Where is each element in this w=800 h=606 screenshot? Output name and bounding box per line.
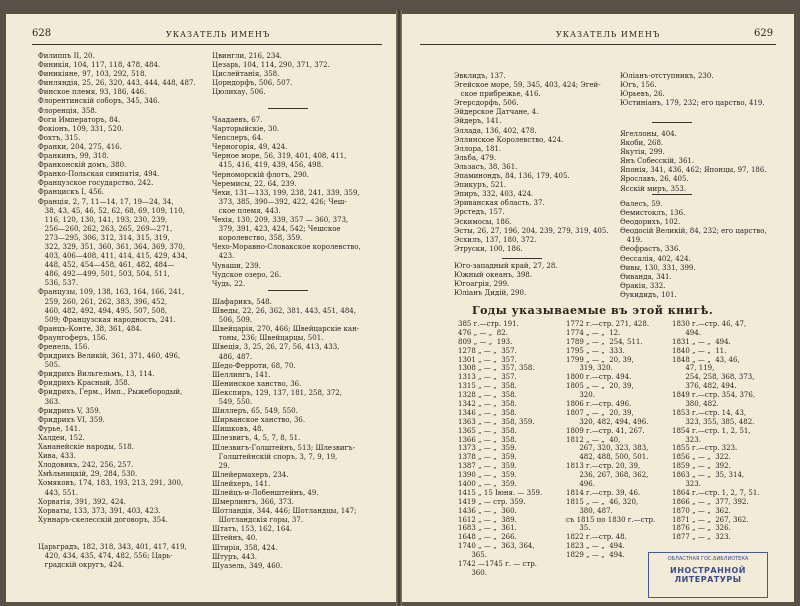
index-entry: Ширванское ханство, 36. bbox=[212, 416, 306, 425]
index-entry: Франконскій домъ, 380. bbox=[38, 161, 127, 170]
index-entry: 1648 „ — „ 266. bbox=[458, 533, 517, 542]
index-entry: Шотландія, 344, 446; Шотландцы, 147; bbox=[212, 507, 357, 516]
index-entry: 549, 550. bbox=[212, 398, 253, 407]
header-rule bbox=[32, 44, 382, 45]
index-entry: 1800 г.—стр. 494. bbox=[566, 373, 632, 382]
index-entry: 320. bbox=[566, 391, 595, 400]
index-entry: Хорватія, 391, 392, 424. bbox=[38, 497, 126, 506]
index-entry: 273—295, 306, 312, 314, 315, 319, bbox=[38, 233, 170, 242]
index-entry: 385 г.—стр. 191. bbox=[458, 320, 519, 328]
left-page bbox=[6, 14, 396, 602]
index-entry: градскій округъ, 424. bbox=[38, 561, 125, 570]
index-entry: 1871 „ — „ 267, 362. bbox=[672, 515, 749, 524]
index-entry: Югоагрія, 299. bbox=[454, 280, 510, 289]
index-entry: Ягеллоны, 404. bbox=[620, 130, 677, 138]
index-entry: Шиллеръ, 65, 549, 550. bbox=[212, 407, 298, 416]
index-entry: Франкинъ, 99, 318. bbox=[38, 152, 109, 161]
index-entry: Этруски, 100, 186. bbox=[454, 244, 523, 253]
index-entry: 1829 „ — „ 494. bbox=[566, 551, 625, 560]
index-entry: 403, 406—408, 411, 414, 415, 429, 434, bbox=[38, 252, 188, 261]
index-column-ts bbox=[212, 52, 330, 97]
index-entry: Филиппъ II, 20. bbox=[38, 52, 95, 60]
index-entry: Ѳеодорихъ, 102. bbox=[620, 218, 681, 227]
index-entry: 1400 „ — „ 359. bbox=[458, 480, 517, 489]
index-entry: 259, 260, 261, 262, 383, 396, 452, bbox=[38, 297, 168, 306]
index-entry: Фридрихъ Великій, 361, 371, 460, 496, bbox=[38, 352, 181, 361]
index-entry: 267, 320, 323, 383, bbox=[566, 444, 649, 453]
index-entry: 363. bbox=[38, 397, 61, 406]
index-entry: 448, 452, 454—458, 461, 482, 484— bbox=[38, 261, 175, 270]
index-entry: 236, 267, 368, 362, bbox=[566, 471, 649, 480]
index-entry: Ѳалесъ, 59. bbox=[620, 200, 663, 208]
years-column-3 bbox=[672, 320, 760, 542]
index-entry: 1378 „ — „ 359. bbox=[458, 453, 517, 462]
index-entry: Хомяковъ, 174, 183, 193, 213, 291, 300, bbox=[38, 479, 184, 488]
index-entry: 373, 385, 390—392, 422, 426; Чеш- bbox=[212, 197, 347, 206]
index-entry: 419. bbox=[620, 236, 643, 245]
index-entry: Юліанъ-отступникъ, 230. bbox=[620, 72, 714, 80]
index-entry: 423. bbox=[212, 252, 235, 261]
index-entry: Эгейское море, 59, 345, 403, 424; Эгей- bbox=[454, 81, 601, 90]
index-entry: Шафарикъ, 548. bbox=[212, 298, 272, 306]
index-entry bbox=[38, 534, 187, 543]
index-entry: Финское племя, 93, 186, 446. bbox=[38, 88, 147, 97]
index-entry: Эльба, 479. bbox=[454, 153, 497, 162]
index-entry: 1346 „ — „ 358. bbox=[458, 408, 517, 417]
index-entry: 380, 487. bbox=[566, 506, 613, 515]
index-entry: 1866 „ — „ 377, 392. bbox=[672, 497, 749, 506]
index-entry: Штейнъ, 40. bbox=[212, 534, 258, 543]
index-entry: Юліанъ Дидій, 290. bbox=[454, 289, 527, 298]
index-entry: Ѳракія, 332. bbox=[620, 281, 666, 290]
index-entry: 365. bbox=[458, 551, 487, 560]
index-entry bbox=[38, 525, 187, 534]
index-entry: 360. bbox=[458, 568, 487, 577]
index-entry: Фридрихъ V, 359. bbox=[38, 406, 101, 415]
index-entry: Эпаминондъ, 84, 136, 179, 405. bbox=[454, 172, 570, 181]
index-entry: 1278 „ — „ 357. bbox=[458, 346, 517, 355]
index-entry: Френель, 156. bbox=[38, 343, 90, 351]
index-entry: Фокіонъ, 109, 331, 520. bbox=[38, 124, 124, 133]
index-entry: Ѳукидидъ, 101. bbox=[620, 290, 677, 299]
years-section-title: Годы указываемые въ этой книгѣ. bbox=[472, 304, 714, 317]
index-entry: 1683 „ — „ 361. bbox=[458, 524, 517, 533]
index-entry: Халдеи, 152. bbox=[38, 434, 85, 442]
index-entry: Черногорія, 49, 424. bbox=[212, 143, 288, 152]
index-entry: Чепслеръ, 64. bbox=[212, 134, 264, 143]
index-entry: Шотландскія горы, 37. bbox=[212, 516, 304, 525]
index-entry: 323. bbox=[672, 435, 701, 444]
index-entry: Хорваты, 133, 373, 391, 403, 423. bbox=[38, 506, 161, 515]
index-entry: Эпиръ, 332, 403, 424. bbox=[454, 190, 534, 199]
index-entry: 1830 г.—стр. 46, 47, bbox=[672, 320, 747, 328]
index-entry: Японія, 341, 436, 462; Японцы, 97, 186. bbox=[620, 166, 767, 175]
index-entry: Штатъ, 153, 162, 164. bbox=[212, 525, 293, 534]
index-entry: 380, 482. bbox=[672, 400, 719, 409]
index-entry: Францискъ I, 456. bbox=[38, 188, 105, 197]
index-entry: Ѳессалія, 402, 424. bbox=[620, 254, 691, 263]
index-entry: 1813 г.—стр. 20, 39, bbox=[566, 462, 641, 471]
index-entry: Фридрихъ VI, 359. bbox=[38, 415, 105, 424]
index-entry: 486, 492—499, 501, 503, 504, 511, bbox=[38, 270, 170, 279]
stamp-line-2: ИНОСТРАННОЙ bbox=[670, 566, 746, 575]
index-entry: 38, 43, 45, 46, 52, 62, 68, 69, 109, 110, bbox=[38, 206, 185, 215]
index-entry: ское племя, 443. bbox=[212, 206, 281, 215]
section-divider bbox=[268, 290, 308, 291]
index-entry: Фоги Императоръ, 84. bbox=[38, 115, 121, 124]
section-divider bbox=[502, 258, 542, 259]
index-entry: 1806 г.—стр. 496. bbox=[566, 400, 632, 409]
stamp-line-3: ЛИТЕРАТУРЫ bbox=[674, 575, 742, 584]
index-entry: Цвингли, 216, 234. bbox=[212, 52, 283, 60]
index-entry: Французское государство, 242. bbox=[38, 179, 154, 188]
index-entry: 443, 551. bbox=[38, 488, 79, 497]
right-page bbox=[402, 14, 794, 602]
index-entry: Чарторыйскіе, 30. bbox=[212, 125, 280, 134]
index-entry: Фридрихъ Вильгельмъ, 13, 114. bbox=[38, 370, 155, 379]
index-entry: Цислейтанія, 358. bbox=[212, 70, 280, 79]
index-entry: 320, 482, 494, 496. bbox=[566, 417, 649, 426]
index-column-yu bbox=[454, 262, 558, 298]
index-entry: Голштейнскій споръ, 3, 7, 9, 19, bbox=[212, 452, 338, 461]
index-entry: 460, 482, 492, 494, 495, 507, 508, bbox=[38, 306, 168, 315]
index-entry: Швеція, 3, 25, 26, 27, 56, 413, 433, bbox=[212, 343, 340, 352]
index-entry: 506, 509. bbox=[212, 316, 253, 325]
index-entry: 1301 „ — „ 357. bbox=[458, 355, 517, 364]
index-column-f bbox=[38, 52, 196, 434]
index-entry: 1436 „ — „ 360. bbox=[458, 506, 517, 515]
index-entry: 1823 „ — „ 494. bbox=[566, 542, 625, 551]
index-entry: Шенинское ханство, 36. bbox=[212, 379, 302, 388]
section-divider bbox=[652, 122, 692, 123]
index-entry: 1774 „ — „ 12. bbox=[566, 328, 621, 337]
index-entry: 1373 „ — „ 359. bbox=[458, 444, 517, 453]
index-entry: Хуннаръ-скелесскій договоръ, 354. bbox=[38, 515, 168, 524]
index-entry: 1789 „ — „ 254, 511. bbox=[566, 337, 643, 346]
index-entry: Юрьевъ, 26. bbox=[620, 90, 665, 99]
index-entry: 1859 „ — „ 392. bbox=[672, 462, 731, 471]
index-entry: Шишковъ, 48. bbox=[212, 425, 264, 434]
index-entry: 1387 „ — „ 359. bbox=[458, 462, 517, 471]
index-entry: съ 1815 по 1830 г.—стр. bbox=[566, 515, 656, 524]
index-entry: ское прибрежье, 416. bbox=[454, 90, 541, 99]
index-entry: 379, 391, 423, 424, 542; Чешское bbox=[212, 225, 341, 234]
index-entry: 1853 г.—стр. 14, 43, bbox=[672, 408, 747, 417]
index-entry: 1366 „ — „ 358. bbox=[458, 435, 517, 444]
index-entry: Фридрихъ Красный, 358. bbox=[38, 379, 130, 388]
index-entry: 1855 г.—стр. 323. bbox=[672, 444, 738, 453]
index-entry: 1812 „ — „ 40, bbox=[566, 435, 621, 444]
running-head: УКАЗАТЕЛЬ ИМЕНЪ bbox=[556, 30, 661, 39]
index-entry: Эсхилъ, 137, 180, 372. bbox=[454, 235, 537, 244]
index-entry: 376, 482, 494. bbox=[672, 382, 737, 391]
stamp-line-1: ОБЛАСТНАЯ ГОС.БИБЛИОТЕКА bbox=[667, 556, 749, 562]
index-entry: Эскимосы, 186. bbox=[454, 217, 512, 226]
index-entry: Юго-западный край, 27, 28. bbox=[454, 262, 558, 270]
index-entry: Эрстедъ, 157. bbox=[454, 208, 505, 217]
years-column-2 bbox=[566, 320, 655, 560]
index-entry: Хлодовикъ, 242, 256, 257. bbox=[38, 461, 134, 470]
index-entry: Цезарь, 104, 114, 290, 371, 372. bbox=[212, 61, 330, 70]
index-entry: 1799 „ — „ 20, 39, bbox=[566, 355, 634, 364]
index-entry: 1308 „ — „ 357, 358. bbox=[458, 364, 535, 373]
index-entry: 35. bbox=[566, 524, 591, 533]
index-entry: Эпикуръ, 521. bbox=[454, 181, 507, 190]
index-entry: тоны, 236; Швейцарцы, 501. bbox=[212, 334, 324, 343]
index-entry: Шмерлингъ, 366, 373. bbox=[212, 498, 294, 507]
section-divider bbox=[268, 108, 308, 109]
index-entry: Шедо-Ферроти, 68, 70. bbox=[212, 361, 296, 370]
index-entry: Ярославъ, 26, 405. bbox=[620, 175, 689, 184]
index-entry: 494. bbox=[672, 328, 701, 337]
index-entry: 1390 „ — „ 359. bbox=[458, 471, 517, 480]
index-entry: 536, 537. bbox=[38, 279, 79, 288]
index-entry: королевство, 358, 359. bbox=[212, 234, 303, 243]
index-entry: Эллора, 181. bbox=[454, 144, 502, 153]
index-entry: 1815 „ — „ 46, 320, bbox=[566, 497, 639, 506]
index-entry: Ѳеодосій Великій, 84, 232; его царство, bbox=[620, 227, 767, 236]
index-entry: Юстиніанъ, 179, 232; его царство, 419. bbox=[620, 99, 765, 108]
index-entry: 1742 —1745 г. — стр. bbox=[458, 560, 537, 569]
index-entry: 1807 „ — „ 20, 39, bbox=[566, 408, 634, 417]
index-entry: 1342 „ — „ 358. bbox=[458, 400, 517, 409]
index-entry: 29. bbox=[212, 461, 230, 470]
index-entry: Франки, 204, 275, 416. bbox=[38, 142, 122, 151]
index-entry: Шлейхеръ, 141. bbox=[212, 479, 271, 488]
index-entry: Чехо-Моравно-Словакское королевство, bbox=[212, 243, 361, 252]
index-entry: Эйдеръ, 141. bbox=[454, 117, 502, 126]
index-column-kh-ts bbox=[38, 434, 187, 570]
index-column-fita bbox=[620, 200, 767, 300]
index-entry: 1772 г.—стр. 271, 428. bbox=[566, 320, 650, 328]
index-entry: Штуръ, 443. bbox=[212, 552, 257, 561]
index-entry: 1870 „ — „ 362. bbox=[672, 506, 731, 515]
index-column-e bbox=[454, 72, 609, 254]
index-entry: Фохтъ, 315. bbox=[38, 133, 81, 142]
index-column-yu-right bbox=[620, 72, 765, 108]
index-column-sh bbox=[212, 298, 359, 571]
index-entry: Эллада, 136, 402, 478. bbox=[454, 126, 537, 135]
index-entry: Югъ, 156. bbox=[620, 81, 657, 90]
index-entry: Якоби, 268. bbox=[620, 139, 664, 148]
index-entry: Эгерсдорфъ, 506. bbox=[454, 99, 519, 108]
index-entry: Хива, 433. bbox=[38, 452, 76, 461]
index-entry: Штирія, 358, 424. bbox=[212, 543, 278, 552]
index-entry: Хмѣльницкій, 29, 284, 530. bbox=[38, 470, 138, 479]
index-entry: Францъ-Конте, 38, 361, 484. bbox=[38, 324, 142, 333]
index-entry: Эйдерское Датчане, 4. bbox=[454, 108, 539, 117]
index-entry: Шуазель, 349, 460. bbox=[212, 561, 283, 570]
years-column-1 bbox=[458, 320, 542, 578]
index-entry: 476 „ — „ 82. bbox=[458, 328, 508, 337]
index-entry: 482, 488, 500, 501. bbox=[566, 453, 649, 462]
index-entry: 1315 „ — „ 358. bbox=[458, 382, 517, 391]
index-entry: Шлезвигъ, 4, 5, 7, 8, 51. bbox=[212, 434, 301, 443]
index-entry: Финикіяне, 97, 103, 292, 518. bbox=[38, 70, 147, 79]
index-entry: Финляндія, 25, 26, 320, 443, 444, 448, 487. bbox=[38, 79, 196, 88]
page-number: 629 bbox=[754, 28, 774, 39]
index-entry: Чудь, 22. bbox=[212, 279, 246, 288]
index-entry: Ясскій миръ, 353. bbox=[620, 184, 687, 193]
index-entry: Чудское озеро, 26. bbox=[212, 270, 282, 279]
index-entry: 1849 г.—стр. 354, 376, bbox=[672, 391, 756, 400]
index-entry: 322, 329, 351, 360, 361, 364, 369, 370, bbox=[38, 242, 185, 251]
index-entry: 1814 г.—стр. 39, 46. bbox=[566, 488, 641, 497]
index-entry: 1328 „ — „ 358. bbox=[458, 391, 517, 400]
section-divider bbox=[652, 194, 692, 195]
index-entry: 420, 434, 435, 474, 482, 556; Царь- bbox=[38, 552, 173, 561]
index-entry: Французы, 109, 138, 163, 164, 166, 241, bbox=[38, 288, 185, 297]
index-entry: 1856 „ — „ 322. bbox=[672, 453, 731, 462]
index-entry: Шведы, 22, 26, 362, 381, 443, 451, 484, bbox=[212, 307, 356, 316]
index-entry: 1809 г.—стр. 41, 267. bbox=[566, 426, 645, 435]
index-entry: Швейцарія, 270, 466; Швейцарскіе кан- bbox=[212, 325, 360, 334]
index-entry: 1864 г.—стр. 1, 2, 7, 51. bbox=[672, 488, 760, 497]
index-entry: Шлейермахеръ, 234. bbox=[212, 470, 289, 479]
index-entry: 1795 „ — „ 333. bbox=[566, 346, 625, 355]
index-entry: 1365 „ — „ 358. bbox=[458, 426, 517, 435]
index-entry: Чехія, 130, 209, 339, 357 — 360, 373, bbox=[212, 216, 349, 225]
index-entry: Янъ Собесскій, 361. bbox=[620, 157, 695, 166]
index-entry: Эльзасъ, 38, 361. bbox=[454, 162, 518, 171]
index-entry: 1822 г.—стр. 48. bbox=[566, 533, 627, 542]
index-entry: 509; Французская народность, 241. bbox=[38, 315, 176, 324]
index-entry: 1877 „ — „ 323. bbox=[672, 533, 731, 542]
index-entry: 809 „ — „ 193. bbox=[458, 337, 513, 346]
index-entry: Франція, 2, 7, 11—14, 17, 19—24, 34, bbox=[38, 197, 174, 206]
index-entry: 496. bbox=[566, 480, 595, 489]
index-entry: 1848 „ — „ 43, 46, bbox=[672, 355, 740, 364]
index-entry: 1415 „ 15 Іюня. — 359. bbox=[458, 488, 543, 497]
index-entry: Фридрихъ, Герм., Имп., Рыжебородый, bbox=[38, 388, 183, 397]
index-entry: Франко-Польская симпатія, 494. bbox=[38, 170, 160, 179]
index-entry: Ѳемистоклъ, 136. bbox=[620, 209, 686, 218]
index-entry: Ѳиванда, 341. bbox=[620, 272, 672, 281]
page-number: 628 bbox=[32, 28, 52, 39]
index-entry: 1740 „ — „ 363, 364, bbox=[458, 542, 535, 551]
index-entry: 1313 „ — „ 357. bbox=[458, 373, 517, 382]
index-entry: 1876 „ — „ 326. bbox=[672, 524, 731, 533]
index-entry: Черноморскій флотъ, 290. bbox=[212, 170, 309, 179]
index-entry: Шлезвигъ-Голштейнъ, 513; Шлезвигъ- bbox=[212, 443, 355, 452]
index-entry: 1831 „ — „ 494. bbox=[672, 337, 731, 346]
index-entry: Черемисы, 22, 64, 239. bbox=[212, 179, 297, 188]
index-entry: 486, 487. bbox=[212, 352, 253, 361]
index-entry: 1363 „ — „ 358, 359. bbox=[458, 417, 535, 426]
index-entry: 1863 „ — „ 35, 314, bbox=[672, 471, 745, 480]
index-entry: Якутія, 299. bbox=[620, 148, 665, 157]
index-entry: 116, 120, 130, 141, 193, 230, 239, bbox=[38, 215, 168, 224]
index-entry: Фраунгоферъ, 156. bbox=[38, 333, 108, 342]
index-column-ya bbox=[620, 130, 767, 194]
index-entry: Ѳеофрастъ, 336. bbox=[620, 245, 681, 254]
index-entry: Ѳивы, 130, 331, 399. bbox=[620, 263, 696, 272]
index-entry: Царьградъ, 182, 318, 343, 401, 417, 419, bbox=[38, 543, 187, 552]
index-entry: 1612 „ — „ 389. bbox=[458, 515, 517, 524]
index-entry: 256—260, 262, 263, 265, 269—271, bbox=[38, 224, 173, 233]
index-entry: 1805 „ — „ 20, 39, bbox=[566, 382, 634, 391]
index-entry: Финикія, 104, 117, 118, 478, 484. bbox=[38, 61, 161, 70]
index-entry: Эллинское Королевство, 424. bbox=[454, 135, 564, 144]
index-entry: Шлейцъ-и-Лобенштейнъ, 49. bbox=[212, 488, 319, 497]
index-entry: 1840 „ — „ 11. bbox=[672, 346, 727, 355]
index-entry: Чуваши, 239. bbox=[212, 261, 261, 270]
index-entry: 323, 355, 385, 482. bbox=[672, 417, 755, 426]
running-head: УКАЗАТЕЛЬ ИМЕНЪ bbox=[166, 30, 271, 39]
index-entry: Эсты, 26, 27, 196, 204, 239, 279, 319, 405. bbox=[454, 226, 609, 235]
index-entry: Шеллингъ, 141. bbox=[212, 370, 271, 379]
index-entry: 254, 258, 368, 373, bbox=[672, 373, 755, 382]
index-entry: Чаадаевъ, 67. bbox=[212, 116, 263, 124]
library-stamp bbox=[648, 552, 768, 598]
index-entry: 505. bbox=[38, 361, 61, 370]
index-entry: Чехи, 131—133, 199, 238, 241, 339, 359, bbox=[212, 188, 360, 197]
index-entry: Флорентинскій соборъ, 345, 346. bbox=[38, 97, 160, 106]
index-entry: Цюлихау, 506. bbox=[212, 88, 266, 97]
index-entry: Фурье, 141. bbox=[38, 424, 81, 433]
index-entry: 1854 г.—стр. 1, 2, 51, bbox=[672, 426, 751, 435]
index-entry: Флоренція, 358. bbox=[38, 106, 97, 115]
index-entry: Хананейскіе народы, 518. bbox=[38, 443, 134, 452]
index-entry: Эриванская область, 37. bbox=[454, 199, 545, 208]
index-entry: 323. bbox=[672, 480, 701, 489]
index-column-ch bbox=[212, 116, 361, 289]
index-entry: Цорндорфъ, 506, 507. bbox=[212, 79, 293, 88]
index-entry: 319, 320. bbox=[566, 364, 613, 373]
index-entry: Эвклидъ, 137. bbox=[454, 72, 506, 80]
index-entry: 1419 „ — стр. 359. bbox=[458, 497, 526, 506]
index-entry: Южный океанъ, 398. bbox=[454, 271, 532, 280]
index-entry: Черное море, 56, 319, 401, 408, 411, bbox=[212, 152, 347, 161]
index-entry: 415, 416, 419, 439, 456, 498. bbox=[212, 161, 324, 170]
index-entry: 47, 119, bbox=[672, 364, 715, 373]
index-entry: Шекспиръ, 129, 137, 181, 258, 372, bbox=[212, 388, 342, 397]
header-rule bbox=[420, 44, 776, 45]
